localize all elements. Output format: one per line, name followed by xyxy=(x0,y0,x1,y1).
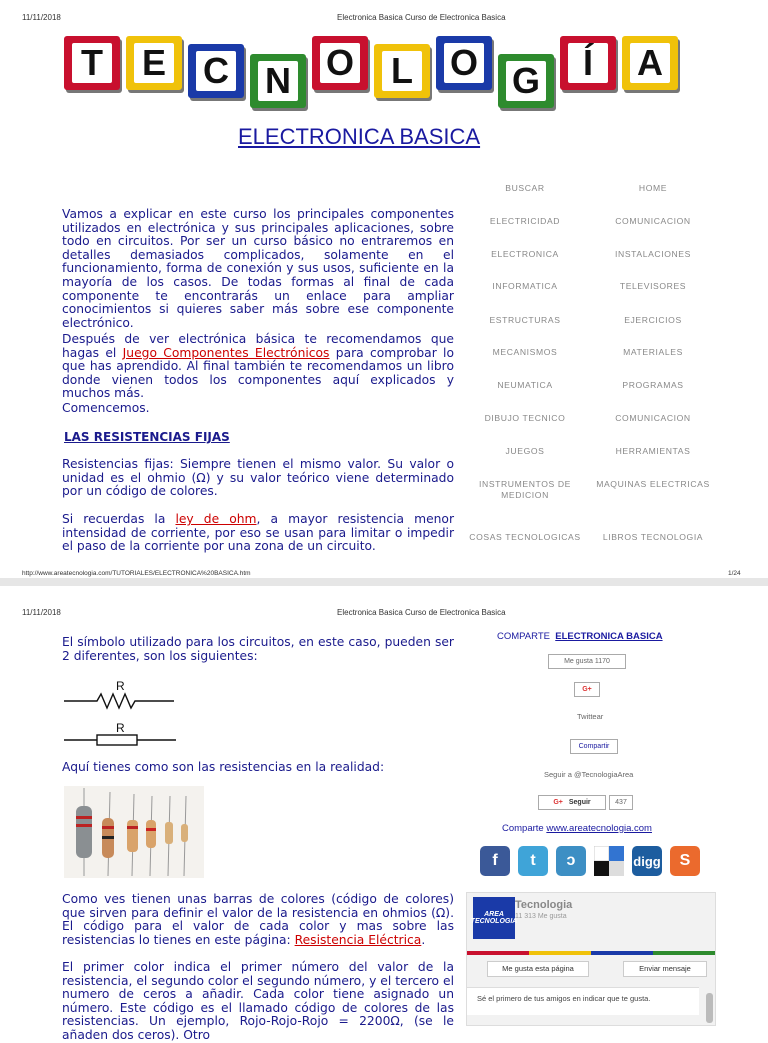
digg-icon[interactable]: digg xyxy=(632,846,662,876)
resistors-photo xyxy=(64,786,204,878)
box-resistor-symbol xyxy=(97,735,137,745)
twitter-icon[interactable]: t xyxy=(518,846,548,876)
nav-link-cosas-tecnologicas[interactable]: COSAS TECNOLOGICAS xyxy=(469,532,581,542)
nav-link-home[interactable]: HOME xyxy=(638,183,668,193)
followers-count: 437 xyxy=(609,795,633,810)
nav-link-libros-tecnologia[interactable]: LIBROS TECNOLOGIA xyxy=(602,532,704,542)
nav-link-neumatica[interactable]: NEUMATICA xyxy=(497,380,553,390)
facebook-icon[interactable]: f xyxy=(480,846,510,876)
share-label: COMPARTE xyxy=(497,631,550,642)
nav-link-dibujo-tecnico[interactable]: DIBUJO TECNICO xyxy=(484,413,566,423)
google-plus-button[interactable]: G+ xyxy=(574,682,600,697)
logo-letter: E xyxy=(134,43,174,83)
fb-scrollbar[interactable] xyxy=(706,993,713,1023)
logo-letter: A xyxy=(630,43,670,83)
nav-link-juegos[interactable]: JUEGOS xyxy=(505,446,545,456)
print-date: 11/11/2018 xyxy=(22,13,61,22)
share-title-link[interactable]: ELECTRONICA BASICA xyxy=(555,631,663,642)
logo-letter: G xyxy=(506,61,546,101)
logo-tile-6 xyxy=(374,44,430,98)
page-title[interactable]: ELECTRONICA BASICA xyxy=(238,124,481,149)
real-resistors-paragraph: Aquí tienes como son las resistencias en la realidad: xyxy=(62,760,385,774)
recommend-paragraph xyxy=(62,333,454,401)
logo-tile-2 xyxy=(126,36,182,90)
logo-letter: N xyxy=(258,61,298,101)
facebook-like-button[interactable]: Me gusta 1170 xyxy=(548,654,626,669)
fb-send-message-button[interactable]: Enviar mensaje xyxy=(623,961,707,977)
fixed-resistors-paragraph: Resistencias fijas: Siempre tienen el mismo valor. Su valor o unidad es el ohmio (Ω) y su valor teórico viene determinado por un código de colores. xyxy=(62,457,454,499)
tecnologia-logo xyxy=(64,36,704,106)
first-color-paragraph: El primer color indica el primer número del valor de la resistencia, el segundo color el segundo número, y el tercero el numero de ceros a añadir. Cada color tiene asignado un número. Este código es el llamado código de colores de las resistencias. Un ejemplo, Rojo-Rojo-Rojo = 2200Ω, (se le añaden dos ceros). Otro xyxy=(62,960,454,1042)
symbol-label-zigzag: R xyxy=(116,679,125,693)
flattr-icon[interactable]: ↄ xyxy=(556,846,586,876)
follow-twitter-text[interactable]: Seguir a @TecnologiaArea xyxy=(544,770,634,779)
nav-link-materiales[interactable]: MATERIALES xyxy=(623,347,683,357)
delicious-icon[interactable] xyxy=(594,846,624,876)
juego-componentes-link[interactable]: Juego Componentes Electrónicos xyxy=(122,345,330,360)
facebook-page-widget xyxy=(466,892,716,1026)
intro-paragraph: Vamos a explicar en este curso los principales componentes utilizados en electrónica y sus principales aplicaciones, sobre todo en circuitos. Por ser un curso básico no entraremos en detalles demasiados complicados, solamente en el funcionamiento, forma de conexión y sus usos, suficiente en la mayoría de los casos. De todas formas al final de cada componente te encontrarás un enlace para ampliar conocimientos si quieres saber más sobre ese componente electrónico. xyxy=(62,207,454,330)
site-link[interactable]: www.areatecnologia.com xyxy=(546,823,652,834)
fb-page-name[interactable]: Tecnologia xyxy=(515,899,573,911)
logo-letter: O xyxy=(444,43,484,83)
print-url: http://www.areatecnologia.com/TUTORIALES/ELECTRONICA%20BASICA.htm xyxy=(22,570,251,577)
logo-tile-1 xyxy=(64,36,120,90)
fb-likes-count: 11 313 Me gusta xyxy=(515,913,567,920)
logo-letter: L xyxy=(382,51,422,91)
nav-link-ejercicios[interactable]: EJERCICIOS xyxy=(624,315,682,325)
logo-letter: O xyxy=(320,43,360,83)
nav-link-mecanismos[interactable]: MECANISMOS xyxy=(492,347,558,357)
logo-tile-3 xyxy=(188,44,244,98)
logo-tile-5 xyxy=(312,36,368,90)
color-bands-paragraph xyxy=(62,893,454,947)
nav-link-comunicacion[interactable]: COMUNICACION xyxy=(615,413,691,423)
nav-link-maquinas-electricas[interactable]: MAQUINAS ELECTRICAS xyxy=(596,479,710,489)
nav-link-instrumentos-de-medicion[interactable]: INSTRUMENTOS DE MEDICION xyxy=(479,479,571,500)
logo-tile-7 xyxy=(436,36,492,90)
zigzag-resistor-symbol xyxy=(64,694,174,708)
nav-link-estructuras[interactable]: ESTRUCTURAS xyxy=(489,315,561,325)
nav-link-televisores[interactable]: TELEVISORES xyxy=(619,281,687,291)
stumbleupon-icon[interactable]: S xyxy=(670,846,700,876)
symbol-label-box: R xyxy=(116,721,125,735)
seguir-button[interactable] xyxy=(538,795,606,810)
recommend-text-start: Después de ver electrónica básica te recomendamos que hagas el xyxy=(62,332,454,360)
print-doc-title-2: Electronica Basica Curso de Electronica Basica xyxy=(337,608,506,617)
nav-link-electronica[interactable]: ELECTRONICA xyxy=(491,249,559,259)
nav-link-instalaciones[interactable]: INSTALACIONES xyxy=(615,249,691,259)
ley-de-ohm-link[interactable]: ley de ohm xyxy=(175,512,257,526)
resistencia-electrica-link[interactable]: Resistencia Eléctrica xyxy=(294,932,422,947)
logo-letter: C xyxy=(196,51,236,91)
logo-letter: T xyxy=(72,43,112,83)
logo-tile-8 xyxy=(498,54,554,108)
logo-tile-4 xyxy=(250,54,306,108)
nav-link-comunicacion[interactable]: COMUNICACION xyxy=(615,216,691,226)
bands-text-start: Como ves tienen unas barras de colores (código de colores) que sirven para definir el valor de la resistencia en ohmios (Ω). El código para el valor de cada color y mas sobre las resistencias lo tienes en este página: xyxy=(62,892,454,947)
page-divider xyxy=(0,578,768,586)
resistor-symbols xyxy=(62,676,182,748)
symbol-paragraph: El símbolo utilizado para los circuitos, en este caso, pueden ser 2 diferentes, son los siguientes: xyxy=(62,635,454,663)
print-date-2: 11/11/2018 xyxy=(22,608,61,617)
section-heading-resistencias[interactable]: LAS RESISTENCIAS FIJAS xyxy=(64,430,230,444)
ohm-text-end: , a mayor resistencia menor intensidad de corriente, por eso se usan para limitar o impedir el paso de la corriente por una zona de un circuito. xyxy=(62,512,455,554)
logo-tile-9 xyxy=(560,36,616,90)
share-heading xyxy=(497,631,663,642)
nav-link-programas[interactable]: PROGRAMAS xyxy=(622,380,684,390)
share-button[interactable]: Compartir xyxy=(570,739,618,754)
tweet-button[interactable]: Twittear xyxy=(577,712,604,721)
gplus-follow-icon: G+ xyxy=(553,799,563,806)
print-page-number: 1/24 xyxy=(728,570,741,577)
print-doc-title: Electronica Basica Curso de Electronica Basica xyxy=(337,13,506,22)
comparte-label: Comparte xyxy=(502,823,544,834)
nav-link-herramientas[interactable]: HERRAMIENTAS xyxy=(615,446,691,456)
comencemos-text: Comencemos. xyxy=(62,401,150,415)
comparte-site-line xyxy=(502,823,652,834)
logo-tile-10 xyxy=(622,36,678,90)
recommend-text-end: para comprobar lo que has aprendido. Al final también te recomendamos un libro donde vienen todos los componentes aquí explicados y muchos más. xyxy=(62,345,454,401)
nav-link-electricidad[interactable]: ELECTRICIDAD xyxy=(489,216,561,226)
nav-link-buscar[interactable]: BUSCAR xyxy=(505,183,545,193)
ohm-law-paragraph xyxy=(62,513,454,554)
area-tecnologia-logo: AREA TECNOLOGIA xyxy=(473,897,515,939)
fb-cover-stripes xyxy=(467,951,715,955)
logo-letter: Í xyxy=(568,43,608,83)
ohm-text-start: Si recuerdas la xyxy=(62,512,176,526)
fb-like-page-button[interactable]: Me gusta esta página xyxy=(487,961,589,977)
seguir-label: Seguir xyxy=(568,799,591,806)
bands-text-end: . xyxy=(421,932,426,947)
nav-link-informatica[interactable]: INFORMATICA xyxy=(492,281,558,291)
fb-friends-text: Sé el primero de tus amigos en indicar que te gusta. xyxy=(467,987,699,1015)
